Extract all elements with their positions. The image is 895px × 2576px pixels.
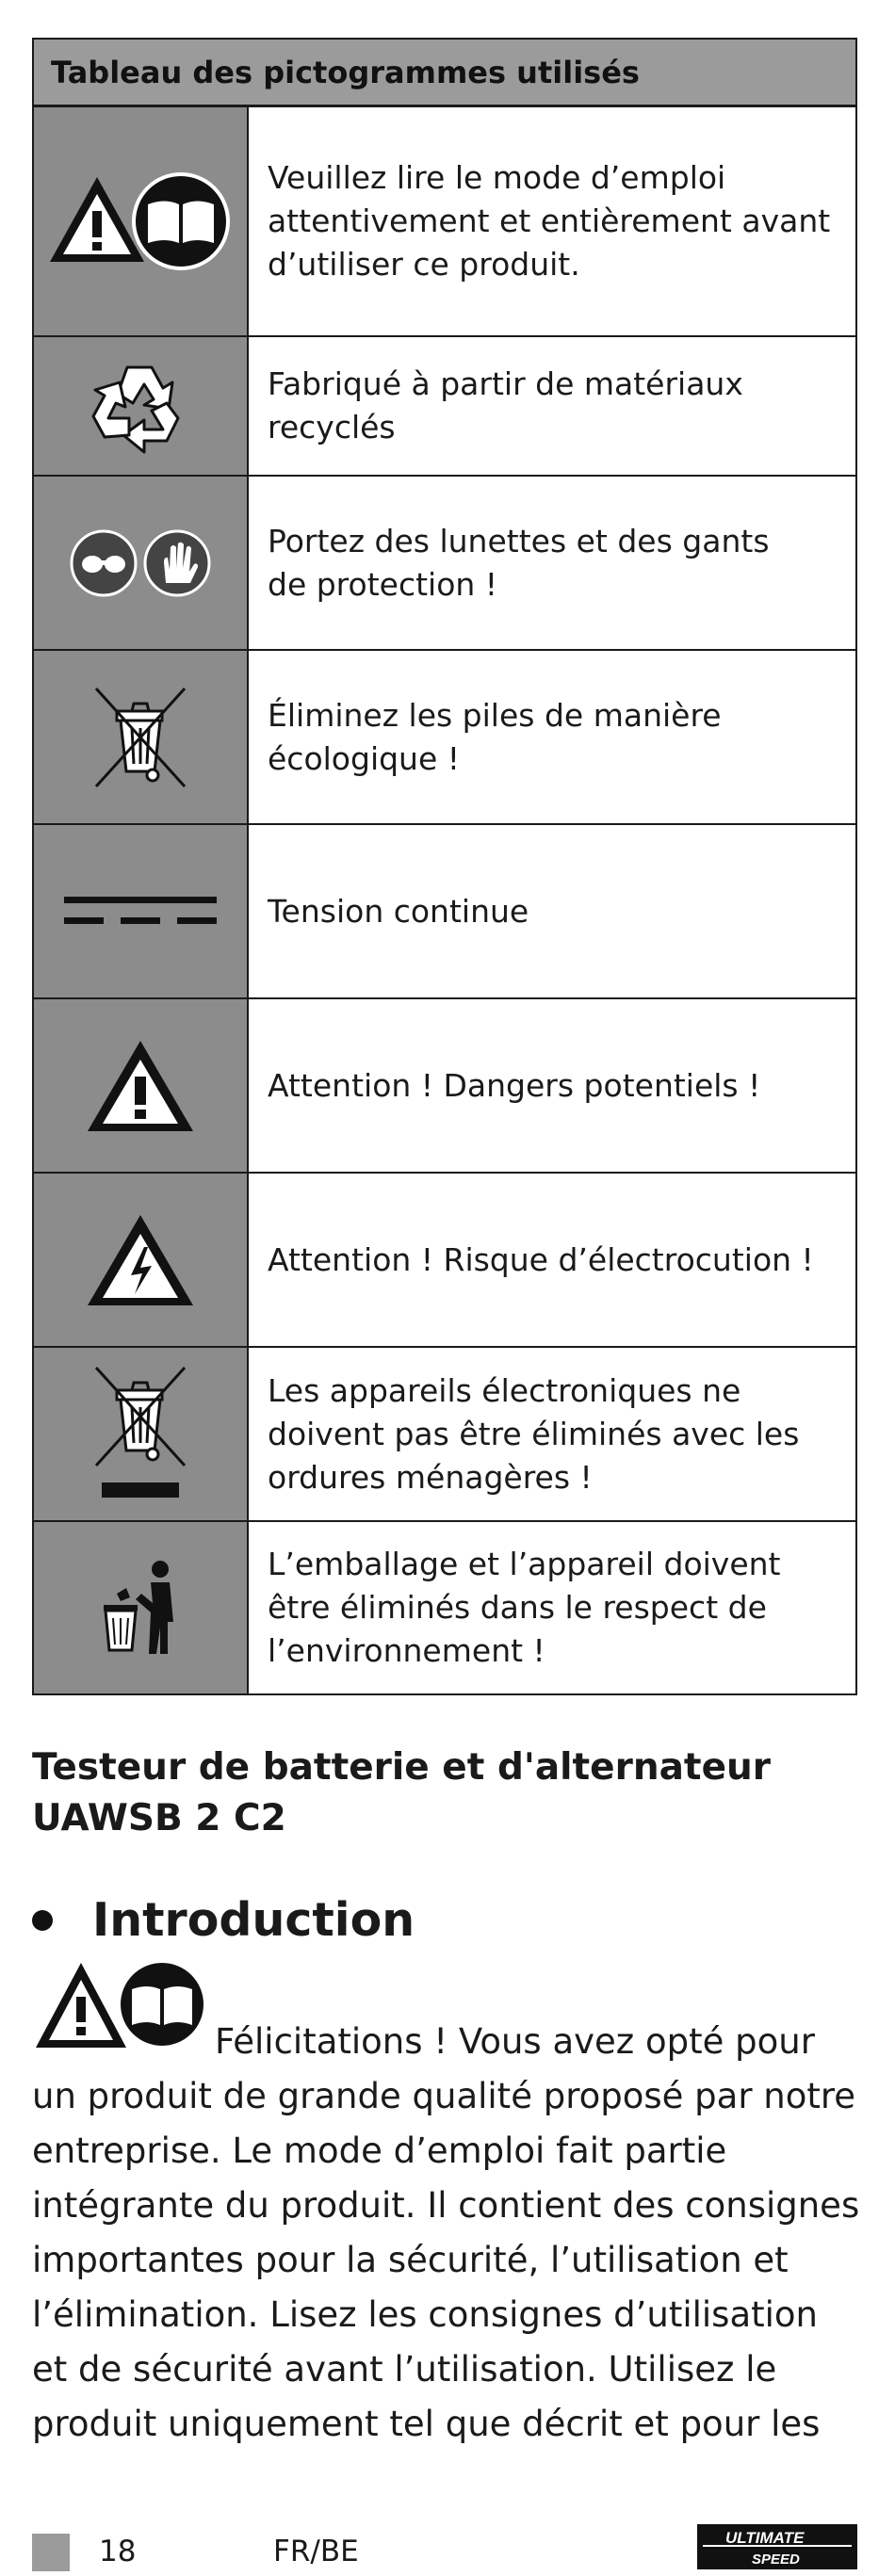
row-text: L’emballage et l’appareil doivent être éliminés dans le respect de l’environnement ! (268, 1546, 781, 1669)
table-row (34, 1174, 855, 1348)
warning-book-icon (34, 107, 249, 335)
row-text: Attention ! Risque d’électrocution ! (268, 1240, 814, 1278)
row-text: Éliminez les piles de manière écologique ! (268, 696, 722, 777)
section-heading (32, 1893, 415, 1947)
table-row (34, 651, 855, 825)
warning-book-icon (32, 1959, 211, 2069)
table-row (34, 825, 855, 999)
dc-voltage-icon (34, 825, 249, 997)
row-text: Portez des lunettes et des gants de protection ! (268, 522, 770, 603)
goggles-gloves-icon (34, 477, 249, 649)
row-text: Veuillez lire le mode d’emploi attentivement et entièrement avant d’utiliser ce produit. (268, 159, 831, 283)
table-row (34, 999, 855, 1174)
row-text: Les appareils électroniques ne doivent pas être éliminés avec les ordures ménagères ! (268, 1371, 800, 1496)
brand-line1: ULTIMATE (725, 2529, 805, 2547)
table-row (34, 1348, 855, 1522)
bullet-icon (32, 1910, 53, 1931)
row-text: Fabriqué à partir de matériaux recyclés (268, 365, 743, 446)
table-row (34, 107, 855, 337)
section-title: Introduction (92, 1893, 415, 1947)
table-row (34, 337, 855, 477)
recycle-icon (34, 337, 249, 475)
weee-bin-icon (34, 1348, 249, 1520)
brand-line2: SPEED (752, 2552, 800, 2568)
warning-icon (34, 999, 249, 1172)
pictogram-table (32, 38, 857, 1695)
page-number: 18 (99, 2535, 137, 2568)
electric-shock-icon (34, 1174, 249, 1346)
crossed-bin-icon (34, 651, 249, 823)
locale-label: FR/BE (273, 2535, 359, 2568)
table-title: Tableau des pictogrammes utilisés (34, 40, 855, 107)
table-row (34, 477, 855, 651)
table-row (34, 1522, 855, 1693)
tidyman-icon (34, 1522, 249, 1693)
document-title: Testeur de batterie et d'alternateur UAWSB 2 C2 (32, 1746, 772, 1839)
brand-logo (697, 2524, 857, 2569)
intro-paragraph (32, 1959, 861, 2452)
footer-marker (32, 2534, 70, 2571)
row-text: Tension continue (268, 892, 529, 930)
intro-text: Félicitations ! Vous avez opté pour un produit de grande qualité proposé par notre entreprise. Le mode d’emploi fait partie intégrante du produit. Il contient des consignes importantes pour la sécurité, l’utilisation et l’élimination. Lisez les consignes d’utilisation et de sécurité avant l’utilisation. Utilisez le produit uniquement tel que décrit et pour les (32, 2021, 860, 2444)
row-text: Attention ! Dangers potentiels ! (268, 1066, 761, 1104)
